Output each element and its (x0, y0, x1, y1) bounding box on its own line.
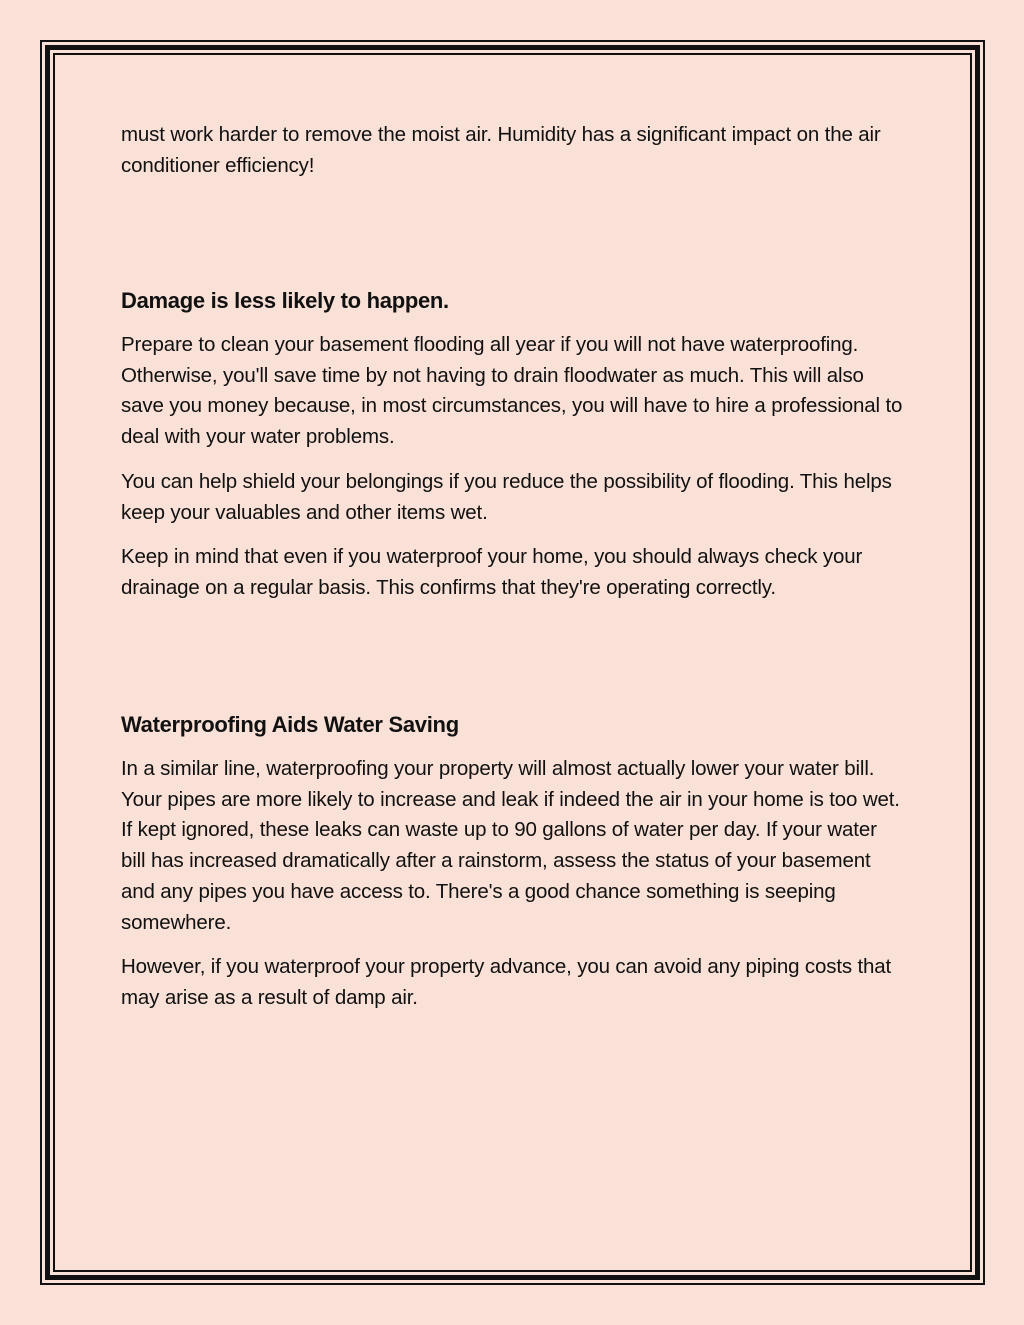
section-paragraph: You can help shield your belongings if you reduce the possibility of flooding. This helps keep your valuables and other items wet. (121, 469, 892, 524)
section-heading: Waterproofing Aids Water Saving (121, 712, 459, 737)
document-body (121, 120, 906, 1009)
page-border-inner (53, 53, 972, 1272)
section-damage (121, 286, 906, 618)
section-heading: Damage is less likely to happen. (121, 288, 449, 313)
section-paragraph: Prepare to clean your basement flooding all year if you will not have waterproofing. Otherwise, you'll save time by not having to drain floodwater as much. This will also save you money because, in most circumstances, you will have to hire a professional to deal with your water problems. (121, 333, 903, 449)
section-water-saving (121, 710, 906, 1028)
section-paragraph: In a similar line, waterproofing your property will almost actually lower your water bill. Your pipes are more likely to increase and leak if indeed the air in your home is too wet. If kept ignored, these leaks can waste up to 90 gallons of water per day. If your water bill has increased dramatically after a rainstorm, assess the status of your basement and any pipes you have access to. There's a good chance something is seeping somewhere. (121, 757, 900, 934)
intro-paragraph: must work harder to remove the moist air. Humidity has a significant impact on the air conditioner efficiency! (121, 123, 881, 177)
section-paragraph: However, if you waterproof your property advance, you can avoid any piping costs that may arise as a result of damp air. (121, 955, 892, 1009)
section-paragraph: Keep in mind that even if you waterproof your home, you should always check your drainage on a regular basis. This confirms that they're operating correctly. (121, 545, 863, 599)
